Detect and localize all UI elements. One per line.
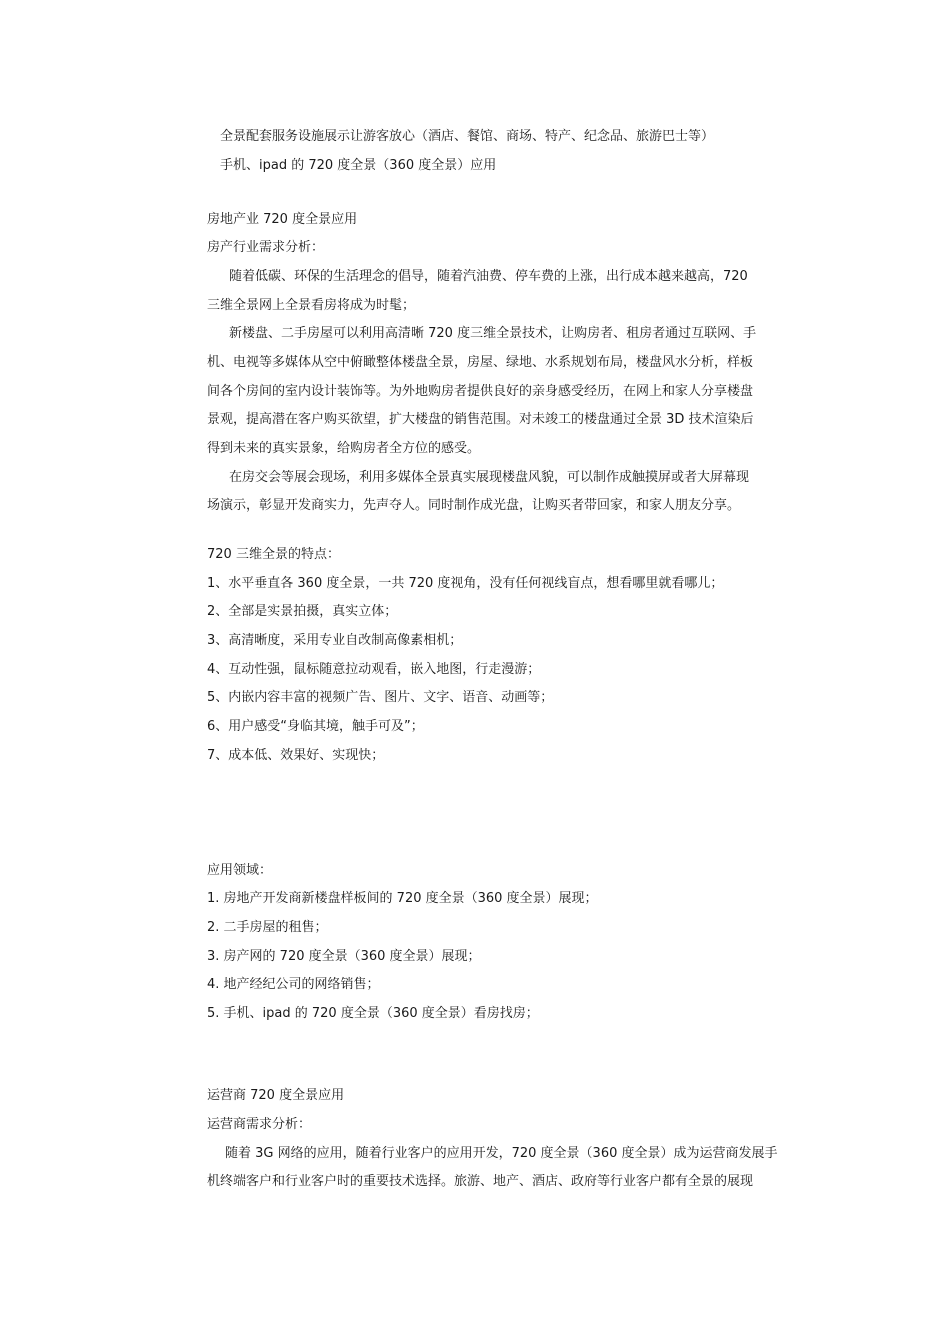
feature-item: 7、成本低、效果好、实现快； (207, 748, 385, 763)
paragraph-line: 机、电视等多媒体从空中俯瞰整体楼盘全景，房屋、绿地、水系规划布局，楼盘风水分析，样板 (207, 355, 754, 370)
paragraph-line: 景观，提高潜在客户购买欲望，扩大楼盘的销售范围。对未竣工的楼盘通过全景 3D 技术渲染后 (207, 412, 754, 427)
feature-item: 4、互动性强，鼠标随意拉动观看，嵌入地图，行走漫游； (207, 662, 541, 677)
feature-item: 6、用户感受“身临其境，触手可及”； (207, 719, 424, 734)
paragraph-line: 随着低碳、环保的生活理念的倡导，随着汽油费、停车费的上涨，出行成本越来越高，720 (229, 269, 748, 284)
application-item: 2. 二手房屋的租售； (207, 920, 328, 935)
paragraph-line: 随着 3G 网络的应用，随着行业客户的应用开发，720 度全景（360 度全景）成为运营商发展手 (225, 1146, 778, 1161)
paragraph-line: 在房交会等展会现场，利用多媒体全景真实展现楼盘风貌，可以制作成触摸屏或者大屏幕现 (229, 470, 750, 485)
intro-line: 全景配套服务设施展示让游客放心（酒店、餐馆、商场、特产、纪念品、旅游巴士等） (220, 129, 715, 144)
paragraph-line: 场演示，彰显开发商实力，先声夺人。同时制作成光盘，让购买者带回家，和家人朋友分享。 (207, 498, 741, 513)
feature-item: 3、高清晰度，采用专业自改制高像素相机； (207, 633, 463, 648)
applications-heading: 应用领域： (207, 863, 273, 878)
application-item: 1. 房地产开发商新楼盘样板间的 720 度全景（360 度全景）展现； (207, 891, 598, 906)
paragraph-line: 得到未来的真实景象，给购房者全方位的感受。 (207, 441, 481, 456)
paragraph-line: 机终端客户和行业客户时的重要技术选择。旅游、地产、酒店、政府等行业客户都有全景的展现 (207, 1174, 754, 1189)
paragraph-line: 三维全景网上全景看房将成为时髦； (207, 298, 416, 313)
subsection-heading: 房产行业需求分析： (207, 240, 325, 255)
feature-item: 2、全部是实景拍摄，真实立体； (207, 604, 398, 619)
features-heading: 720 三维全景的特点： (207, 547, 340, 562)
paragraph-line: 间各个房间的室内设计装饰等。为外地购房者提供良好的亲身感受经历，在网上和家人分享楼盘 (207, 384, 754, 399)
section-heading: 房地产业 720 度全景应用 (207, 212, 358, 227)
section-heading: 运营商 720 度全景应用 (207, 1088, 345, 1103)
feature-item: 1、水平垂直各 360 度全景，一共 720 度视角，没有任何视线盲点，想看哪里就看哪儿； (207, 576, 724, 591)
application-item: 4. 地产经纪公司的网络销售； (207, 977, 380, 992)
paragraph-line: 新楼盘、二手房屋可以利用高清晰 720 度三维全景技术，让购房者、租房者通过互联网、手 (229, 326, 757, 341)
feature-item: 5、内嵌内容丰富的视频广告、图片、文字、语音、动画等； (207, 690, 554, 705)
application-item: 5. 手机、ipad 的 720 度全景（360 度全景）看房找房； (207, 1006, 539, 1021)
application-item: 3. 房产网的 720 度全景（360 度全景）展现； (207, 949, 481, 964)
subsection-heading: 运营商需求分析： (207, 1117, 312, 1132)
intro-line: 手机、ipad 的 720 度全景（360 度全景）应用 (220, 158, 497, 173)
